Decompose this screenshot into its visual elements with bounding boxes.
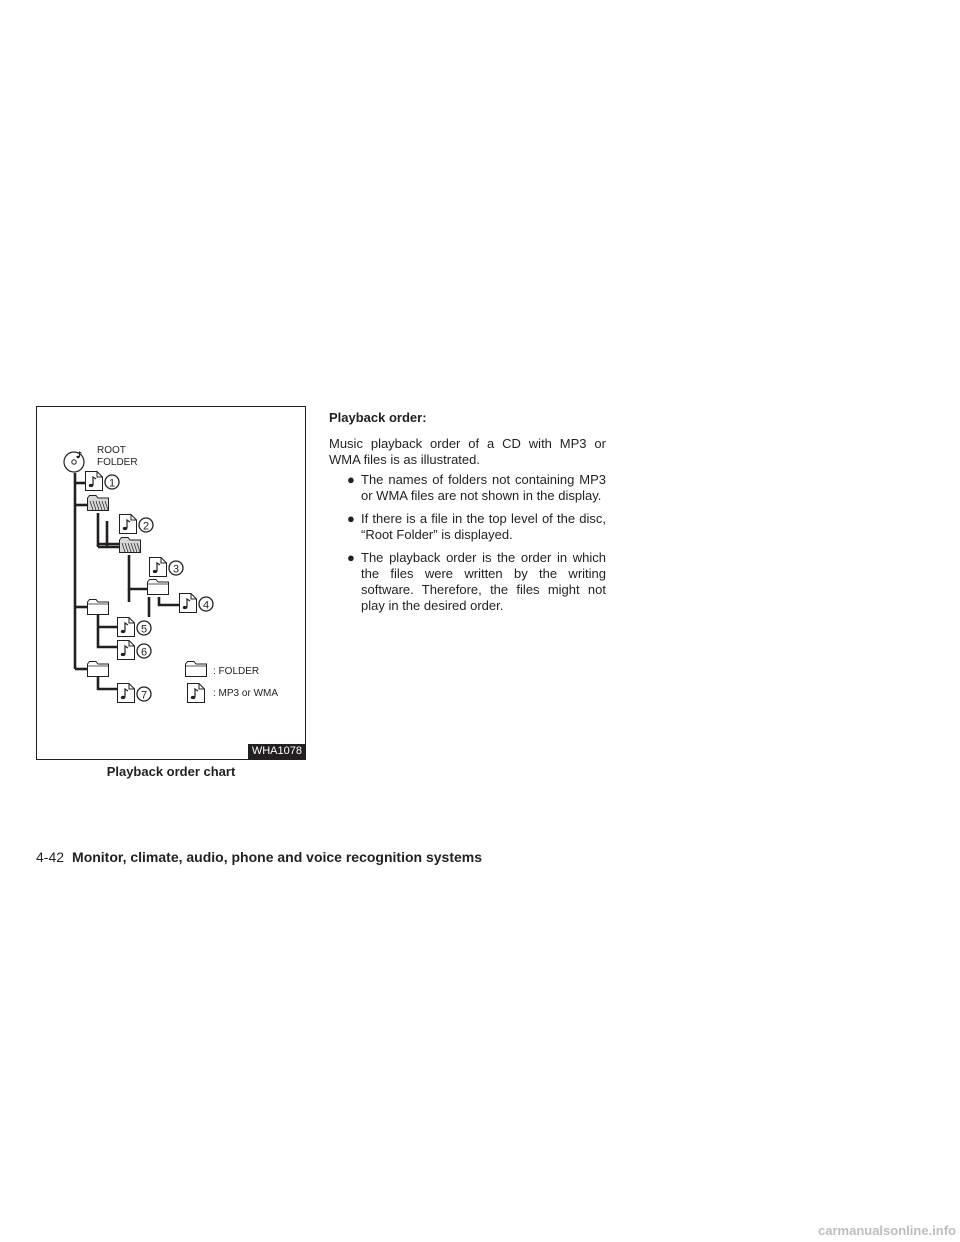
list-item	[329, 511, 606, 543]
folder-icon	[148, 580, 169, 595]
music-file-icon	[120, 515, 137, 534]
bullet-icon: ●	[347, 511, 355, 526]
chapter-title: Monitor, climate, audio, phone and voice recognition systems	[72, 849, 482, 865]
folder-icon	[120, 538, 141, 553]
folder-icon	[88, 600, 109, 615]
text-column	[329, 410, 606, 621]
item-number: 1	[108, 477, 116, 490]
list-item	[329, 472, 606, 504]
list-item	[329, 550, 606, 614]
music-file-icon	[118, 641, 135, 660]
figure-caption: Playback order chart	[106, 764, 236, 779]
tree-lines	[75, 473, 149, 689]
music-file-icon	[180, 594, 197, 613]
music-file-icon	[150, 558, 167, 577]
root-label-line2: FOLDER	[97, 457, 138, 468]
item-number: 3	[172, 563, 180, 576]
item-number: 5	[140, 623, 148, 636]
item-number: 6	[140, 646, 148, 659]
list-item-text: The names of folders not containing MP3 or WMA files are not shown in the display.	[361, 472, 606, 503]
item-number: 2	[142, 520, 150, 533]
folder-icon	[88, 662, 109, 677]
watermark: carmanualsonline.info	[818, 1223, 956, 1238]
legend-folder-icon	[186, 662, 207, 677]
legend-file-label: : MP3 or WMA	[213, 688, 279, 699]
legend-file-icon	[188, 684, 205, 703]
intro-paragraph: Music playback order of a CD with MP3 or WMA files is as illustrated.	[329, 436, 606, 467]
list-item-text: The playback order is the order in which the files were written by the writing software. Therefore, the files might not play in the desired order.	[361, 550, 606, 613]
music-file-icon	[118, 684, 135, 703]
legend-folder-label: : FOLDER	[213, 666, 260, 677]
bullet-icon: ●	[347, 472, 355, 487]
page-number: 4-42	[36, 849, 65, 865]
bullet-icon: ●	[347, 550, 355, 565]
root-label-line1: ROOT	[97, 445, 126, 456]
music-file-icon	[86, 472, 103, 491]
bullet-list	[329, 472, 606, 614]
folder-icon	[88, 496, 109, 511]
figure-code: WHA1078	[248, 744, 305, 759]
playback-order-figure	[36, 406, 306, 760]
music-file-icon	[118, 618, 135, 637]
list-item-text: If there is a file in the top level of the disc, “Root Folder” is displayed.	[361, 511, 606, 542]
playback-order-diagram	[37, 407, 307, 761]
page-footer	[36, 849, 482, 865]
item-number: 7	[140, 689, 148, 702]
item-number: 4	[202, 599, 210, 612]
section-heading: Playback order:	[329, 410, 427, 425]
cd-icon	[64, 452, 84, 472]
